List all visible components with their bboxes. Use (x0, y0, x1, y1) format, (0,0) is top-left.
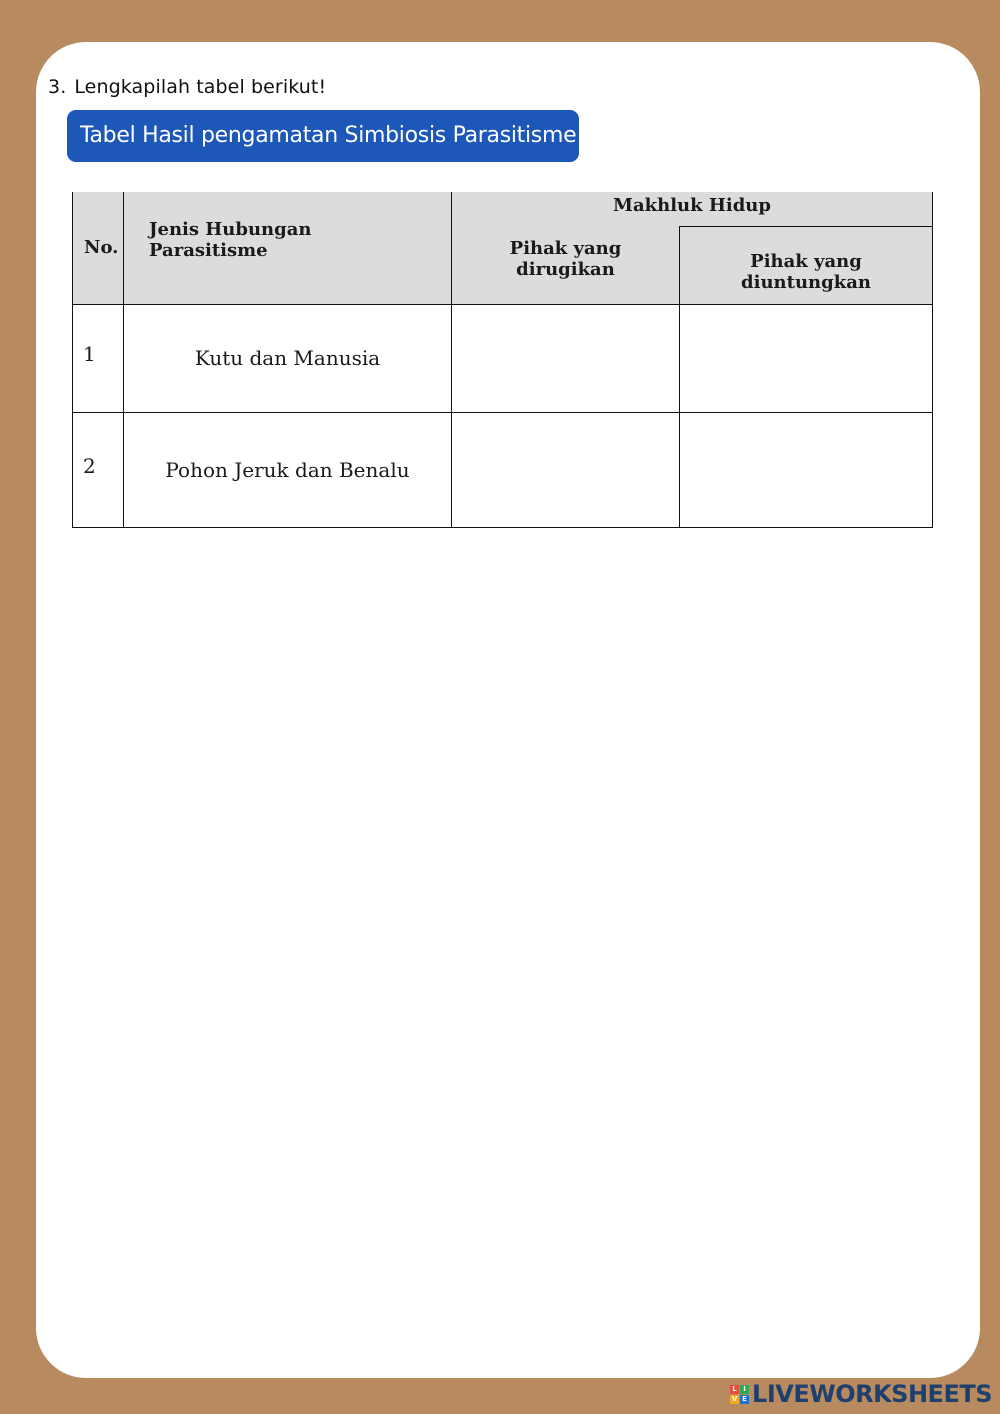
row-relationship: Kutu dan Manusia (124, 304, 452, 412)
worksheet-page (36, 42, 980, 1378)
answer-cell-diuntungkan[interactable] (680, 304, 933, 412)
answer-cell-dirugikan[interactable] (452, 412, 680, 527)
answer-cell-diuntungkan[interactable] (680, 412, 933, 527)
header-no: No. (73, 192, 124, 304)
question-text: Lengkapilah tabel berikut! (74, 76, 327, 98)
row-number: 2 (73, 412, 124, 527)
header-makhluk-hidup: Makhluk Hidup (452, 192, 933, 226)
parasitism-table (72, 192, 933, 528)
table-row (73, 412, 933, 527)
header-pihak-dirugikan: Pihak yang dirugikan (452, 226, 680, 304)
question-prompt (48, 76, 326, 98)
header-pihak-diuntungkan: Pihak yang diuntungkan (680, 226, 933, 304)
row-relationship: Pohon Jeruk dan Benalu (124, 412, 452, 527)
liveworksheets-mark-icon: L I V E (730, 1385, 749, 1404)
table-row (73, 304, 933, 412)
question-number: 3. (48, 76, 67, 98)
liveworksheets-wordmark: LIVEWORKSHEETS (752, 1380, 992, 1408)
liveworksheets-logo (730, 1378, 992, 1410)
table-title-banner: Tabel Hasil pengamatan Simbiosis Parasitisme (67, 110, 579, 162)
header-row-top (73, 192, 933, 226)
row-number: 1 (73, 304, 124, 412)
answer-cell-dirugikan[interactable] (452, 304, 680, 412)
header-jenis-hubungan: Jenis Hubungan Parasitisme (124, 192, 452, 304)
